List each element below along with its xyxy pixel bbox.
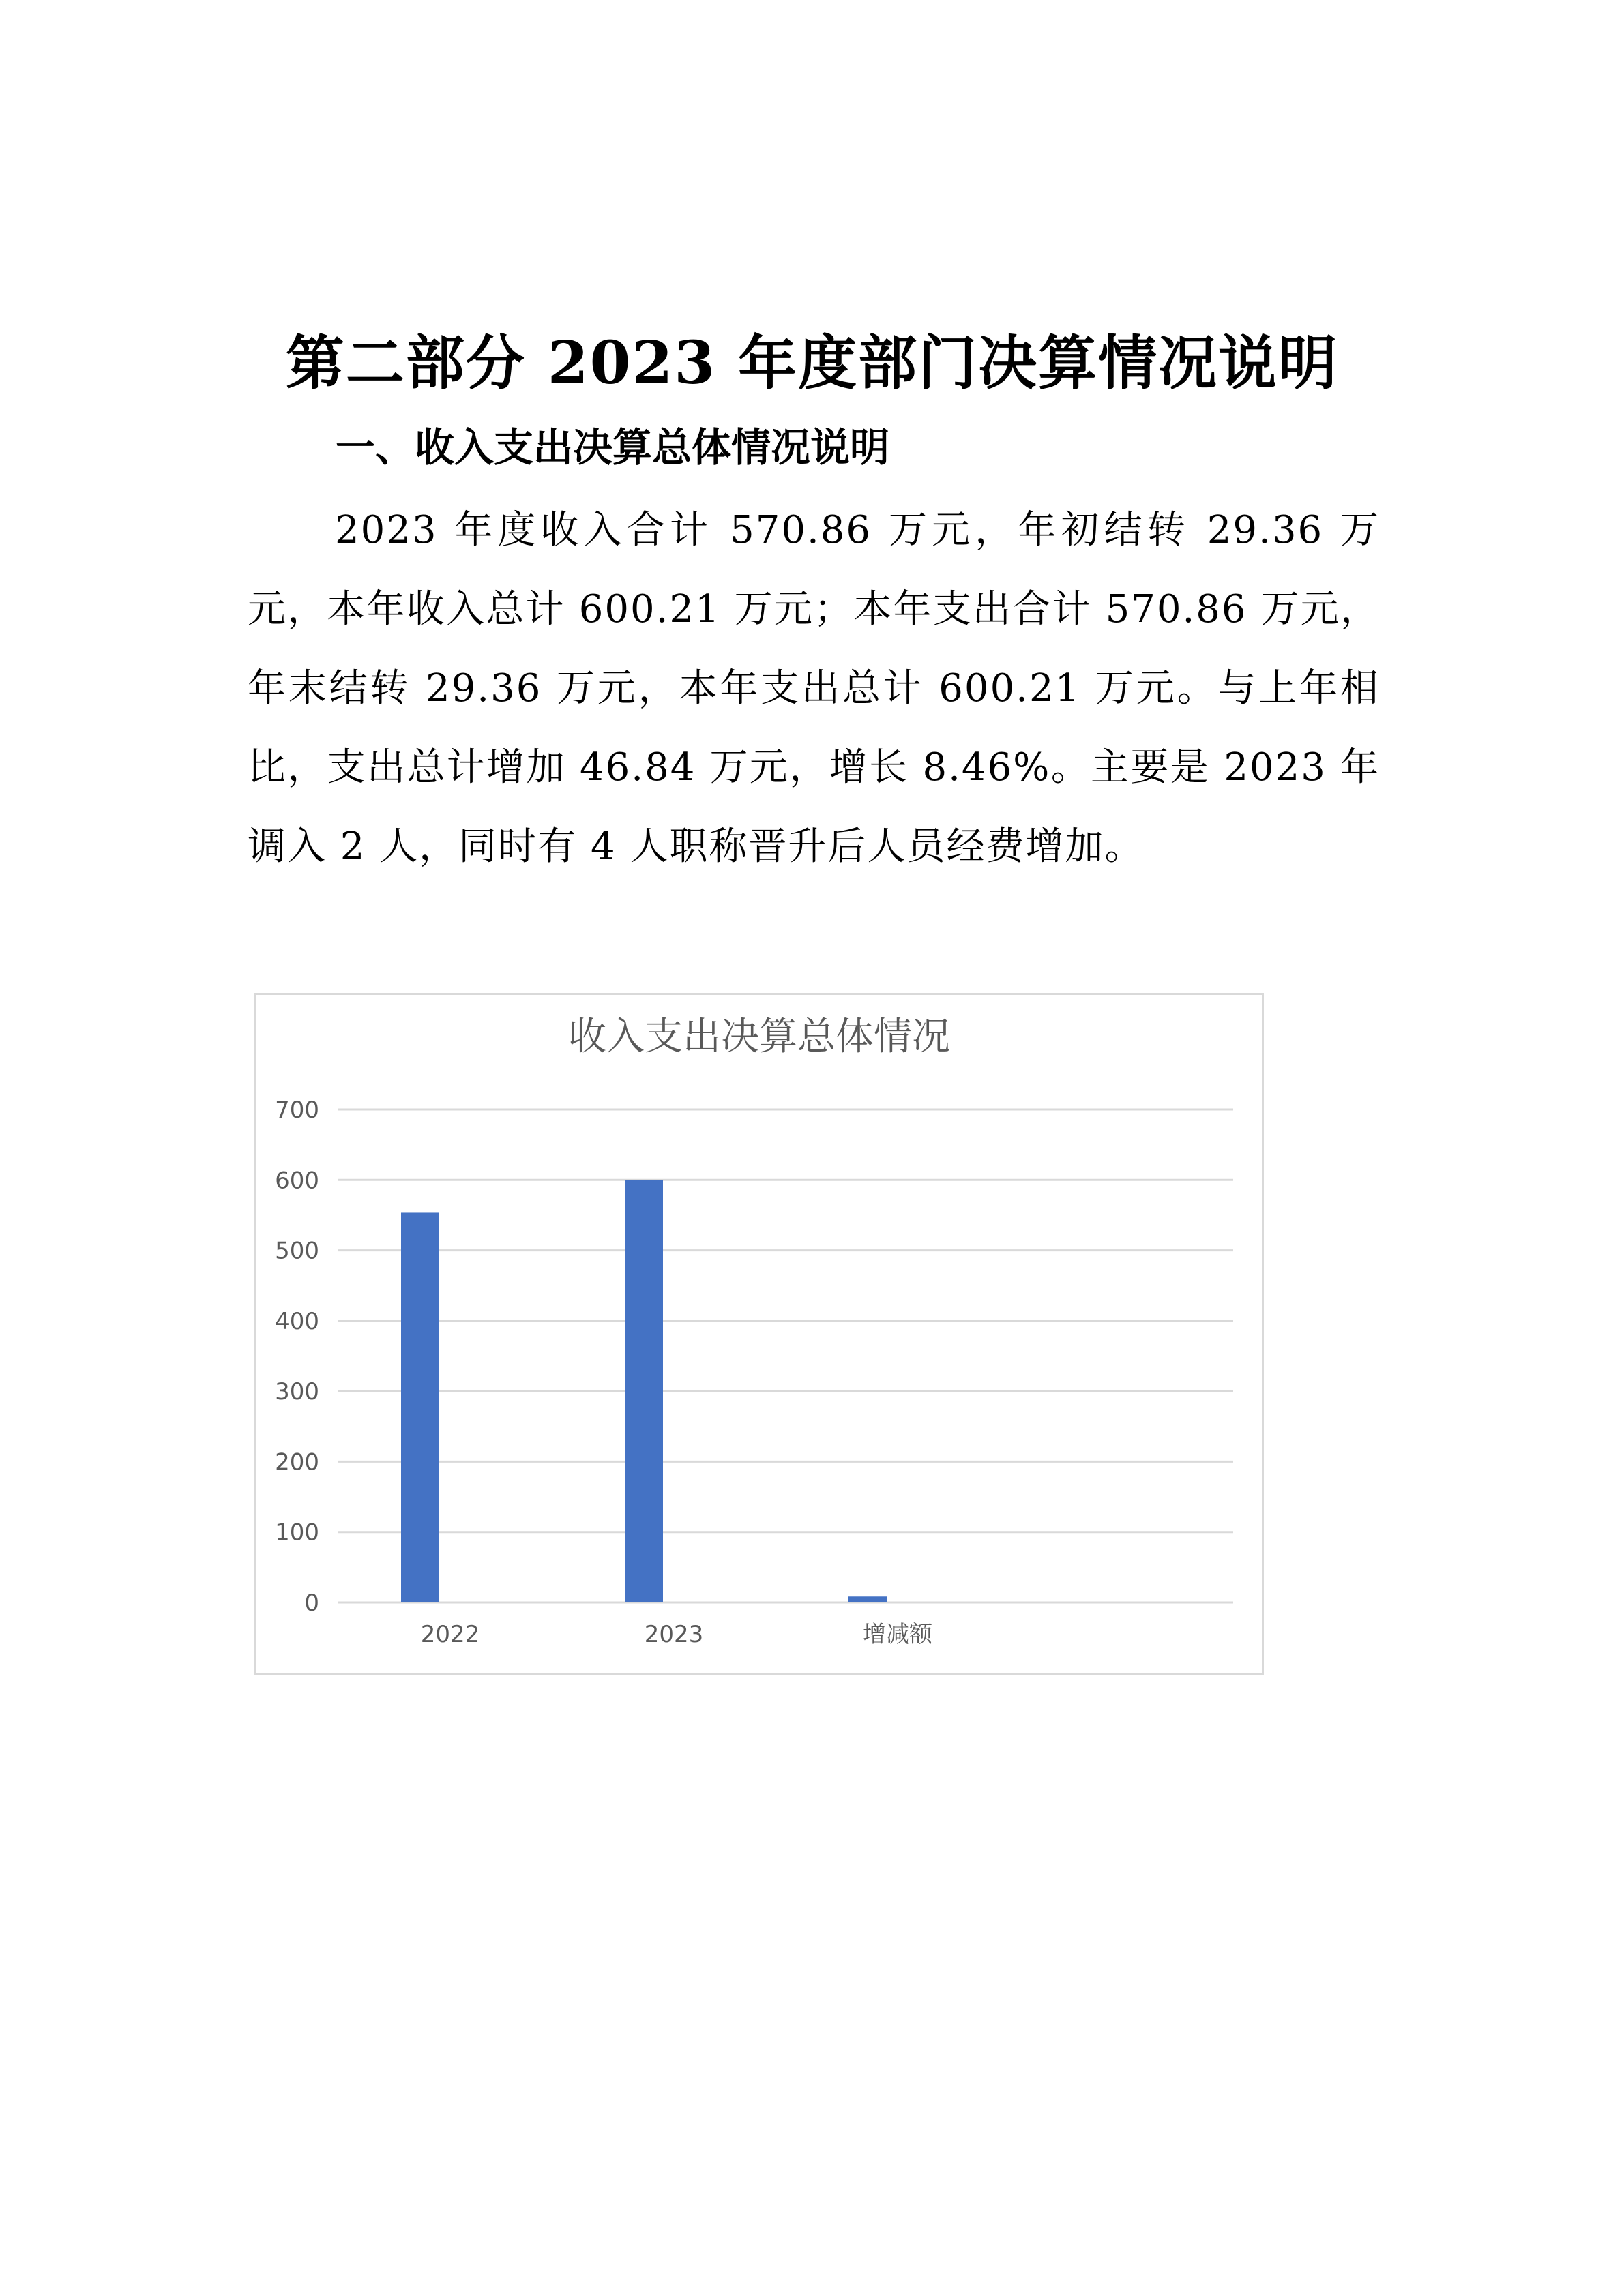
y-tick-label: 0	[304, 1590, 319, 1617]
x-tick-label: 增减额	[863, 1621, 932, 1648]
page-title: 第二部分 2023 年度部门决算情况说明	[285, 329, 1339, 398]
x-axis-ticks	[421, 1621, 933, 1648]
y-tick-label: 400	[275, 1307, 319, 1335]
body-paragraph: 2023 年度收入合计 570.86 万元，年初结转 29.36 万元，本年收入总计 600.21 万元；本年支出合计 570.86 万元，年末结转 29.36 万元，本年支出总计 600.21 万元。与上年相比，支出总计增加 46.84 万元，增长 8.46%。主要是 2023 年调入 2 人，同时有 4 人职称晋升后人员经费增加。	[248, 508, 1380, 869]
y-tick-label: 600	[275, 1167, 319, 1195]
bar	[848, 1596, 887, 1602]
chart-title: 收入支出决算总体情况	[568, 1015, 950, 1059]
section-heading: 一、收入支出决算总体情况说明	[336, 424, 890, 471]
y-tick-label: 100	[275, 1519, 319, 1547]
bar	[401, 1212, 439, 1602]
gridlines	[338, 1109, 1233, 1602]
chart-frame	[254, 993, 1264, 1675]
y-axis-ticks	[275, 1097, 319, 1617]
y-tick-label: 700	[275, 1097, 319, 1124]
bar-chart	[256, 995, 1262, 1673]
bar	[625, 1180, 663, 1602]
x-tick-label: 2022	[420, 1621, 480, 1648]
y-tick-label: 200	[275, 1448, 319, 1476]
y-tick-label: 500	[275, 1237, 319, 1265]
y-tick-label: 300	[275, 1378, 319, 1406]
x-tick-label: 2023	[644, 1621, 704, 1648]
